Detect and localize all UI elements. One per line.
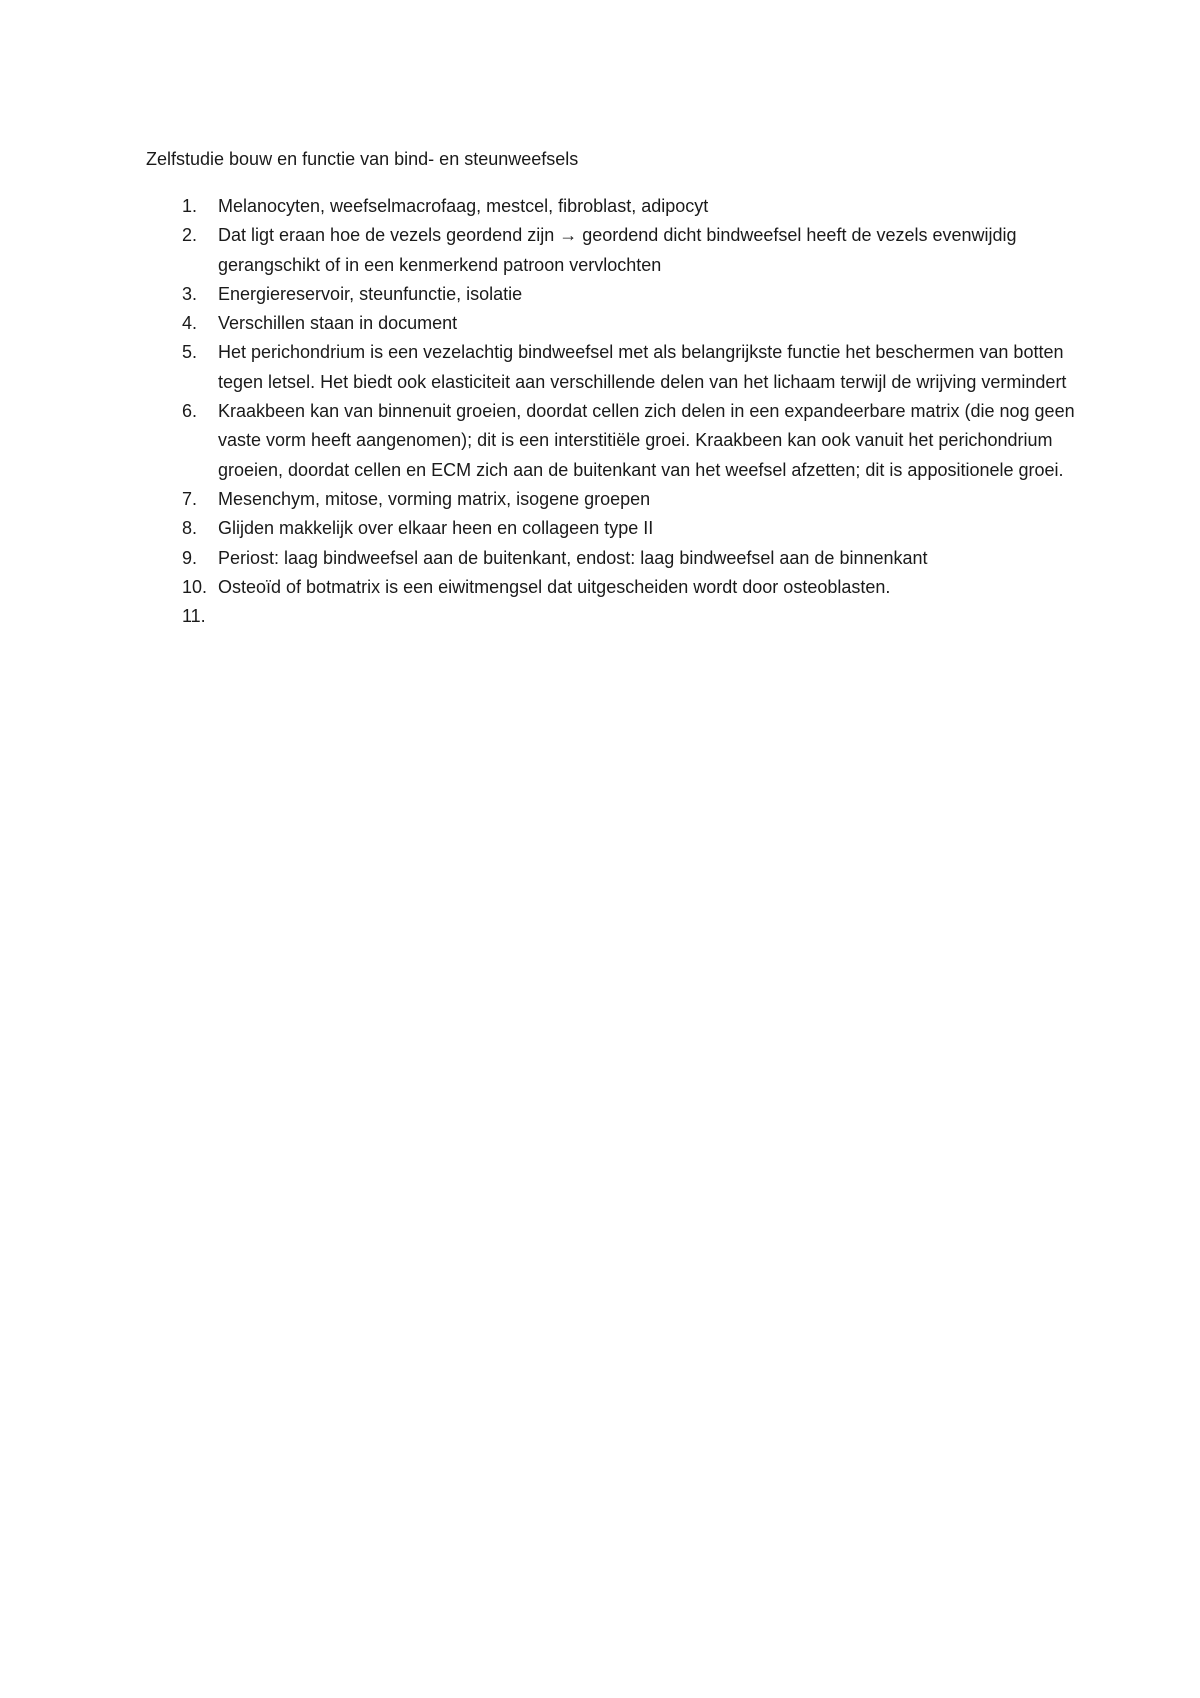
answer-item-6	[146, 397, 1076, 485]
right-arrow-icon: →	[559, 225, 578, 246]
answer-number: 7.	[182, 488, 198, 509]
answer-number: 8.	[182, 518, 198, 539]
answer-item-9	[146, 544, 1076, 573]
answer-text-after-arrow: geordend dicht bindweefsel heeft de vezels evenwijdig gerangschikt of in een kenmerkend patroon vervlochten	[218, 225, 1017, 275]
answer-item-4	[146, 309, 1076, 338]
answer-number: 1.	[182, 196, 198, 216]
answer-item-1	[146, 192, 1076, 221]
answer-number: 9.	[182, 547, 198, 568]
answer-text: Kraakbeen kan van binnenuit groeien, doordat cellen zich delen in een expandeerbare matrix (die nog geen vaste vorm heeft aangenomen); dit is een interstitiële groei. Kraakbeen kan ook vanuit het perichondrium groeien, doordat cellen en ECM zich aan de buitenkant van het weefsel afzetten; dit is appositionele groei.	[218, 401, 1075, 480]
answer-item-8	[146, 514, 1076, 543]
answer-text	[218, 602, 1076, 631]
answer-number: 6.	[182, 401, 198, 422]
answer-item-10	[146, 573, 1076, 602]
answer-number: 3.	[182, 283, 198, 304]
answer-text: Glijden makkelijk over elkaar heen en collageen type II	[218, 518, 654, 539]
document-title: Zelfstudie bouw en functie van bind- en steunweefsels	[146, 149, 579, 169]
answer-text: Periost: laag bindweefsel aan de buitenkant, endost: laag bindweefsel aan de binnenkant	[218, 547, 928, 568]
answer-item-2	[146, 221, 1076, 280]
answer-number: 4.	[182, 313, 198, 334]
answer-item-5	[146, 338, 1076, 397]
answer-text-before-arrow: Dat ligt eraan hoe de vezels geordend zijn	[218, 225, 555, 246]
answer-number: 11.	[182, 606, 206, 627]
answer-text	[218, 221, 1076, 280]
answer-list	[146, 192, 1076, 631]
answer-text: Energiereservoir, steunfunctie, isolatie	[218, 283, 523, 304]
answer-text: Mesenchym, mitose, vorming matrix, isogene groepen	[218, 488, 651, 509]
answer-text: Osteoïd of botmatrix is een eiwitmengsel dat uitgescheiden wordt door osteoblasten.	[218, 576, 891, 597]
answer-item-11	[146, 602, 1076, 631]
answer-number: 10.	[182, 576, 208, 597]
answer-item-7	[146, 485, 1076, 514]
answer-number: 2.	[182, 225, 198, 246]
answer-text: Melanocyten, weefselmacrofaag, mestcel, fibroblast, adipocyt	[218, 196, 709, 216]
answer-item-3	[146, 280, 1076, 309]
answer-text: Verschillen staan in document	[218, 313, 458, 334]
answer-text: Het perichondrium is een vezelachtig bindweefsel met als belangrijkste functie het beschermen van botten tegen letsel. Het biedt ook elasticiteit aan verschillende delen van het lichaam terwijl de wrijving vermindert	[218, 342, 1067, 392]
answer-number: 5.	[182, 342, 198, 363]
